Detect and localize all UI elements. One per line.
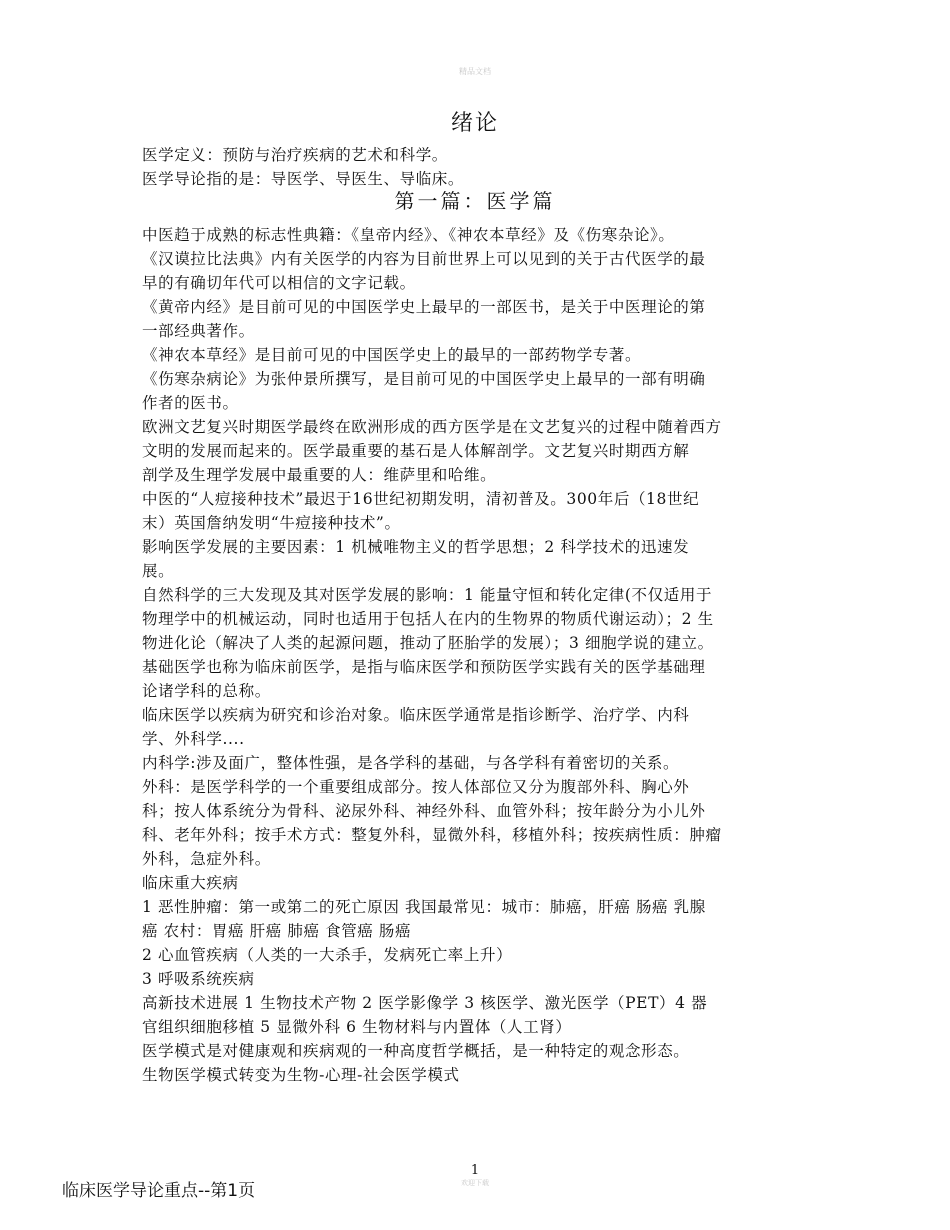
footer-watermark: 欢迎下载 xyxy=(461,1179,489,1187)
text-line: 医学定义：预防与治疗疾病的艺术和科学。 xyxy=(142,146,448,164)
text-line: 展。 xyxy=(142,562,175,580)
text-line: 作者的医书。 xyxy=(142,394,239,412)
text-line: 中医的“人痘接种技术”最迟于16世纪初期发明，清初普及。300年后（18世纪 xyxy=(142,490,700,508)
text-line: 《神农本草经》是目前可见的中国医学史上的最早的一部药物学专著。 xyxy=(142,346,642,364)
page-title: 绪论 xyxy=(450,111,499,136)
text-line: 自然科学的三大发现及其对医学发展的影响：1 能量守恒和转化定律(不仅适用于 xyxy=(142,586,713,604)
text-line: 《伤寒杂病论》为张仲景所撰写，是目前可见的中国医学史上最早的一部有明确 xyxy=(142,370,706,388)
text-line: 一部经典著作。 xyxy=(142,322,255,340)
text-line: 末）英国詹纳发明“牛痘接种技术”。 xyxy=(142,514,401,532)
text-line: 学、外科学.... xyxy=(142,730,245,748)
text-line: 临床重大疾病 xyxy=(142,874,239,892)
text-line: 医学模式是对健康观和疾病观的一种高度哲学概括，是一种特定的观念形态。 xyxy=(142,1042,690,1060)
intro-block xyxy=(142,143,832,191)
text-line: 科；按人体系统分为骨科、泌尿外科、神经外科、血管外科；按年龄分为小儿外 xyxy=(142,802,706,820)
text-line: 科、老年外科；按手术方式：整复外科，显微外科，移植外科；按疾病性质：肿瘤 xyxy=(142,826,722,844)
text-line: 3 呼吸系统疾病 xyxy=(142,970,255,988)
body-text xyxy=(142,223,832,1087)
document-page-label: 临床医学导论重点--第1页 xyxy=(62,1181,256,1201)
text-line: 物进化论（解决了人类的起源问题，推动了胚胎学的发展）；3 细胞学说的建立。 xyxy=(142,634,714,652)
text-line: 物理学中的机械运动，同时也适用于包括人在内的生物界的物质代谢运动）；2 生 xyxy=(142,610,714,628)
text-line: 基础医学也称为临床前医学，是指与临床医学和预防医学实践有关的医学基础理 xyxy=(142,658,706,676)
text-line: 文明的发展而起来的。医学最重要的基石是人体解剖学。文艺复兴时期西方解 xyxy=(142,442,690,460)
text-line: 中医趋于成熟的标志性典籍：《皇帝内经》、《神农本草经》及《伤寒杂论》。 xyxy=(142,226,675,244)
text-line: 影响医学发展的主要因素：1 机械唯物主义的哲学思想；2 科学技术的迅速发 xyxy=(142,538,690,556)
text-line: 医学导论指的是：导医学、导医生、导临床。 xyxy=(142,170,465,188)
text-line: 欧洲文艺复兴时期医学最终在欧洲形成的西方医学是在文艺复兴的过程中随着西方 xyxy=(142,418,722,436)
page-number: 1 xyxy=(470,1163,480,1178)
text-line: 早的有确切年代可以相信的文字记载。 xyxy=(142,274,416,292)
text-line: 《黄帝内经》是目前可见的中国医学史上最早的一部医书，是关于中医理论的第 xyxy=(142,298,706,316)
text-line: 2 心血管疾病（人类的一大杀手，发病死亡率上升） xyxy=(142,946,513,964)
text-line: 论诸学科的总称。 xyxy=(142,682,271,700)
part-title: 第一篇：医学篇 xyxy=(394,189,556,213)
text-line: 官组织细胞移植 5 显微外科 6 生物材料与内置体（人工肾） xyxy=(142,1018,572,1036)
text-line: 高新技术进展 1 生物技术产物 2 医学影像学 3 核医学、激光医学（PET）4 器 xyxy=(142,994,708,1012)
text-line: 临床医学以疾病为研究和诊治对象。临床医学通常是指诊断学、治疗学、内科 xyxy=(142,706,690,724)
text-line: 外科：是医学科学的一个重要组成部分。按人体部位又分为腹部外科、胸心外 xyxy=(142,778,690,796)
text-line: 癌 农村：胃癌 肝癌 肺癌 食管癌 肠癌 xyxy=(142,922,412,940)
text-line: 1 恶性肿瘤：第一或第二的死亡原因 我国最常见：城市：肺癌，肝癌 肠癌 乳腺 xyxy=(142,898,706,916)
text-line: 剖学及生理学发展中最重要的人：维萨里和哈维。 xyxy=(142,466,497,484)
text-line: 内科学:涉及面广，整体性强，是各学科的基础，与各学科有着密切的关系。 xyxy=(142,754,680,772)
text-line: 外科，急症外科。 xyxy=(142,850,271,868)
header-watermark: 精品文档 xyxy=(459,67,491,76)
text-line: 《汉谟拉比法典》内有关医学的内容为目前世界上可以见到的关于古代医学的最 xyxy=(142,250,706,268)
text-line: 生物医学模式转变为生物-心理-社会医学模式 xyxy=(142,1066,460,1084)
